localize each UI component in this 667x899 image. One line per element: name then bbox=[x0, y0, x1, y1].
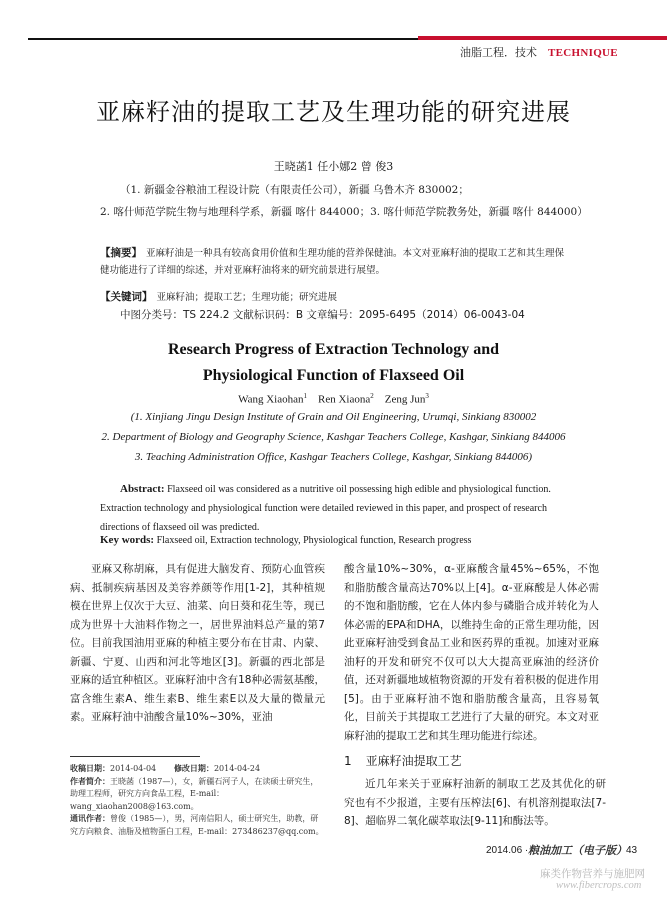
intro-paragraph-right: 酸含量10%~30%，α-亚麻酸含量45%~65%，不饱和脂肪酸含量高达70%以上[4]。α-亚麻酸是人体必需的不饱和脂肪酸，它在人体内参与磷脂合成并转化为人体必需的EPA和DHA，以维持生命的正常生理功能，因此亚麻籽油受到食品工业和医药界的重视。加速对亚麻油籽的开发和研究不仅可以大大提高亚麻油的经济价值，还对新疆地域植物资源的开发有着积极的促进作用[5]。由于亚麻籽油不饱和脂肪酸含量高，且容易氧化，目前关于其提取工艺进行了大量的研究。本文对亚麻籽油的提取工艺和其生理功能进行综述。 bbox=[344, 563, 599, 742]
authors-cn: 王晓菡1 任小娜2 曾 俊3 bbox=[273, 160, 394, 173]
keywords-en bbox=[100, 534, 471, 546]
classification-line: 中图分类号：TS 224.2 文献标识码：B 文章编号：2095-6495（2014）06-0043-04 bbox=[120, 309, 525, 321]
section-label-en: TECHNIQUE bbox=[548, 47, 618, 59]
header-rule bbox=[28, 38, 418, 40]
body-left-column bbox=[70, 560, 325, 727]
footnote-corresponding: 通讯作者：曾俊（1985—），男，河南信阳人，硕士研究生，助教，研究方向粮食、油脂及植物蛋白工程，E-mail：273486237@qq.com。 bbox=[70, 814, 324, 836]
abstract-cn bbox=[100, 245, 570, 279]
abstract-cn-text: 亚麻籽油是一种具有较高食用价值和生理功能的营养保健油。本文对亚麻籽油的提取工艺和其生理保健功能进行了详细的综述，并对亚麻籽油将来的研究前景进行展望。 bbox=[100, 248, 565, 276]
author-en-1: Wang Xiaohan bbox=[238, 393, 304, 406]
section-paragraph: 近几年来关于亚麻籽油新的制取工艺及其优化的研究也有不少报道，主要有压榨法[6]、有机溶剂提取法[7-8]、超临界二氧化碳萃取法[9-11]和酶法等。 bbox=[344, 778, 606, 827]
body-right-column bbox=[344, 560, 599, 745]
title-cn: 亚麻籽油的提取工艺及生理功能的研究进展 bbox=[96, 98, 571, 126]
authors-en: Wang Xiaohan$^1$ Ren Xiaona$^2$ Zeng Jun$^3$ bbox=[238, 392, 429, 406]
revised-date: 2014-04-24 bbox=[213, 764, 261, 773]
title-en-line1: Research Progress of Extraction Technology and bbox=[167, 341, 500, 358]
section-heading bbox=[344, 752, 462, 769]
footnotes bbox=[70, 763, 325, 838]
title-en-line2: Physiological Function of Flaxseed Oil bbox=[202, 367, 465, 384]
footnote-rule bbox=[70, 756, 200, 757]
abstract-en-text: Flaxseed oil was considered as a nutritive oil possessing high edible and physiological function. Extraction technology and physiological function were detailed reviewed in this paper, and prospect of research directions of flaxseed oil was predicted. bbox=[100, 484, 551, 533]
affiliation-cn-line1: （1. 新疆金谷粮油工程设计院（有限责任公司），新疆 乌鲁木齐 830002； bbox=[120, 184, 469, 196]
watermark-url: www.fibercrops.com bbox=[556, 880, 642, 891]
abstract-cn-label: 【摘要】 bbox=[100, 247, 142, 259]
abstract-en-label: Abstract: bbox=[120, 483, 165, 495]
affiliation-en-2: 2. Department of Biology and Geography Science, Kashgar Teachers College, Kashgar, Sinkiang 844006 bbox=[101, 431, 566, 443]
keywords-cn bbox=[100, 289, 337, 304]
watermark-cn: 麻类作物营养与施肥网 bbox=[540, 868, 645, 880]
footer-date: 2014.06 · bbox=[486, 845, 529, 856]
title-en bbox=[0, 337, 667, 389]
affiliation-cn-line2: 2. 喀什师范学院生物与地理科学系，新疆 喀什 844000；3. 喀什师范学院教务处，新疆 喀什 844000） bbox=[100, 206, 588, 218]
affiliation-en-3: 3. Teaching Administration Office, Kashgar Teachers College, Kashgar, Sinkiang 844006) bbox=[134, 451, 533, 463]
author-en-2: Ren Xiaona bbox=[318, 393, 371, 406]
keywords-cn-text: 亚麻籽油；提取工艺；生理功能；研究进展 bbox=[156, 292, 338, 303]
journal-logo: 粮油加工（电子版） bbox=[528, 844, 627, 857]
footnote-dates: 收稿日期：2014-04-04 修改日期：2014-04-24 bbox=[70, 764, 261, 773]
keywords-en-label: Key words: bbox=[100, 534, 155, 546]
header-accent-bar bbox=[418, 36, 667, 40]
section-label-cn: 油脂工程．技术 bbox=[460, 46, 537, 59]
keywords-en-text: Flaxseed oil, Extraction technology, Physiological function, Research progress bbox=[156, 535, 472, 546]
page-number: 43 bbox=[626, 845, 638, 856]
affiliation-en-1: (1. Xinjiang Jingu Design Institute of Grain and Oil Engineering, Urumqi, Sinkiang 830002 bbox=[130, 411, 537, 423]
footnote-author-bio: 作者简介：王晓菡（1987—），女，新疆石河子人，在读硕士研究生，助理工程师，研究方向食品工程，E-mail：wang_xiaohan2008@163.com。 bbox=[70, 776, 319, 811]
abstract-en bbox=[100, 480, 570, 537]
author-en-3: Zeng Jun bbox=[384, 393, 426, 406]
section-title: 亚麻籽油提取工艺 bbox=[365, 754, 462, 768]
keywords-cn-label: 【关键词】 bbox=[100, 291, 153, 303]
intro-paragraph-left: 亚麻又称胡麻，具有促进大脑发育、预防心血管疾病、抵制疾病基因及美容养颜等作用[1-2]，其种植规模在世界上仅次于大豆、油菜、向日葵和花生等，现已成为世界十大油料作物之一，居世界油料总产量的第7位。目前我国油用亚麻的种植主要分布在甘肃、内蒙、新疆、宁夏、山西和河北等地区[3]。新疆的西北部是亚麻的适宜种植区。亚麻籽油中含有18种必需氨基酸，富含维生素A、维生素B、维生素E以及大量的微量元素。亚麻籽油中油酸含量10%~30%，亚油 bbox=[70, 563, 325, 723]
received-date: 2014-04-04 bbox=[110, 764, 157, 773]
section-number: 1 bbox=[344, 754, 352, 768]
